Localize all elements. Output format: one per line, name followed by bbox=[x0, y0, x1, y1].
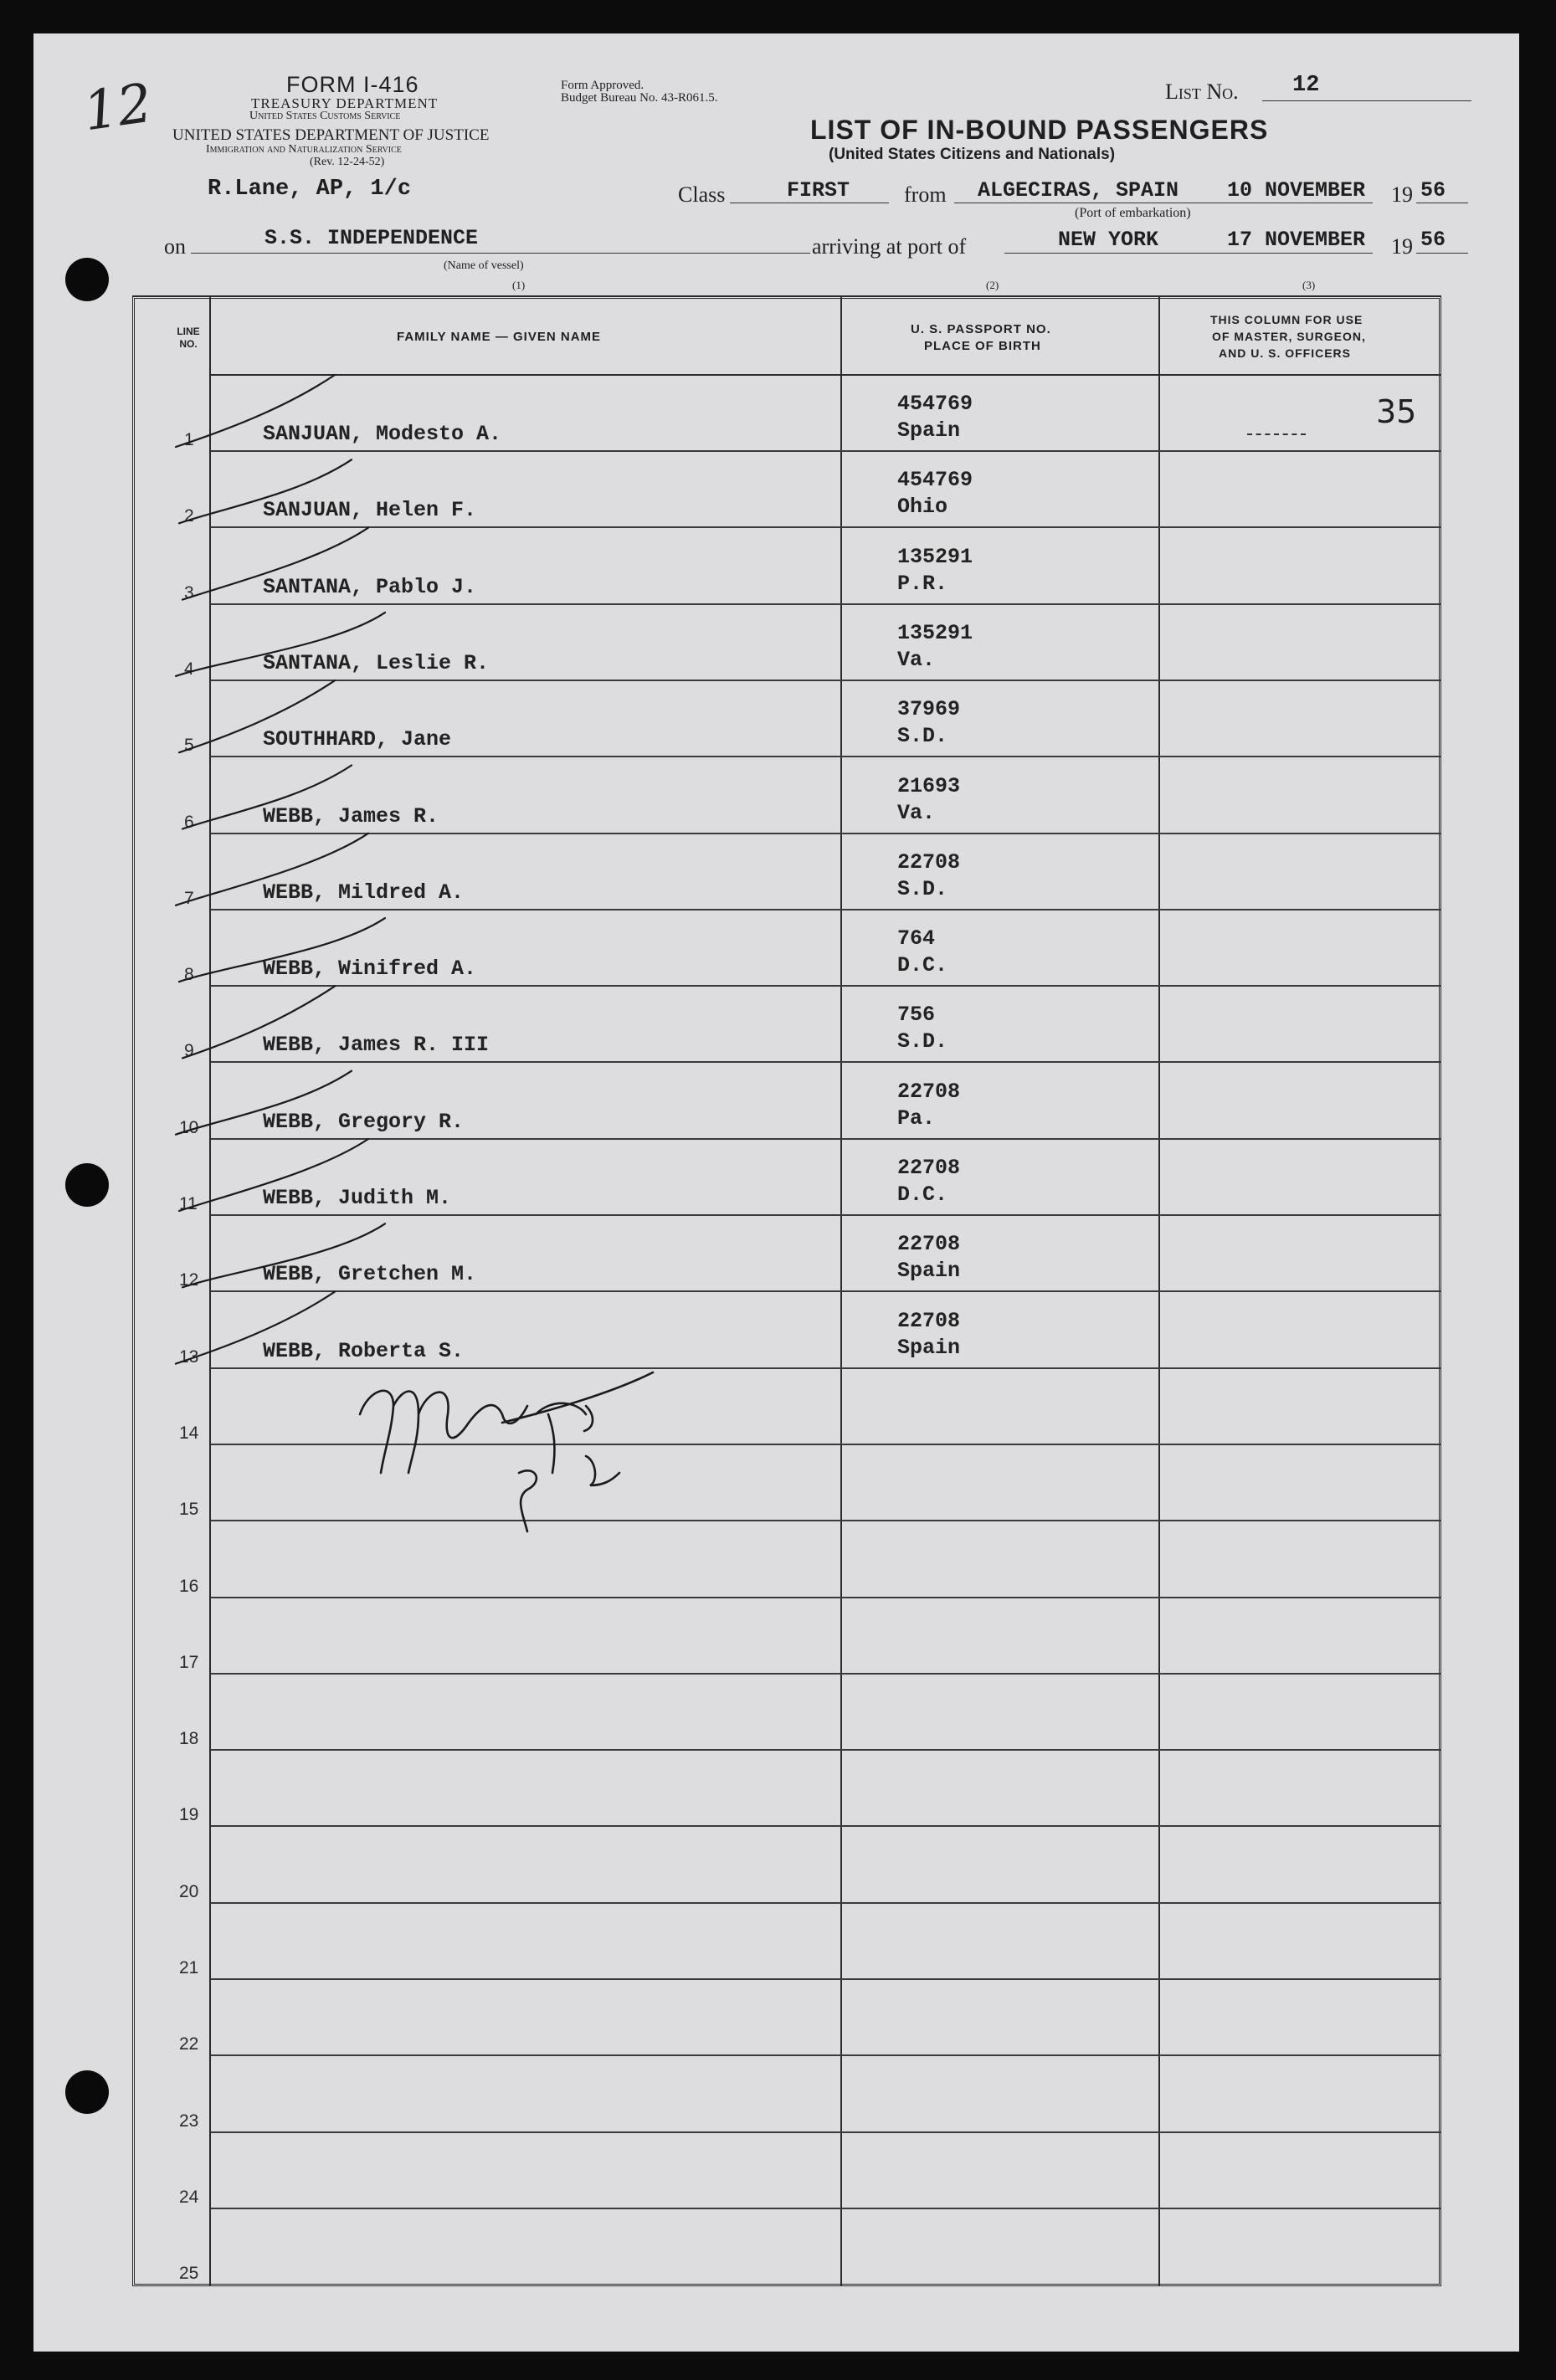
passenger-name: WEBB, Winifred A. bbox=[263, 957, 477, 982]
line-number: 17 bbox=[179, 1652, 199, 1672]
row-rule bbox=[211, 680, 1441, 681]
row-rule bbox=[211, 2208, 1441, 2209]
line-number: 25 bbox=[179, 2264, 199, 2284]
line-number: 3 bbox=[184, 582, 194, 603]
officer-mark-row1: 35 bbox=[1376, 393, 1417, 430]
vessel-name: S.S. INDEPENDENCE bbox=[264, 226, 479, 250]
row-rule bbox=[211, 1444, 1441, 1445]
line-number: 1 bbox=[184, 430, 194, 449]
place-of-birth: Va. bbox=[897, 647, 936, 672]
line-number: 19 bbox=[179, 1805, 199, 1825]
header-officers-1: THIS COLUMN FOR USE bbox=[1210, 313, 1363, 326]
passenger-name: WEBB, Mildred A. bbox=[263, 880, 465, 905]
row-rule bbox=[211, 985, 1441, 987]
on-label: on bbox=[164, 234, 186, 259]
form-approved: Form Approved. bbox=[561, 79, 644, 92]
passenger-name: SOUTHHARD, Jane bbox=[263, 727, 452, 752]
line-number: 4 bbox=[184, 659, 194, 679]
class-label: Class bbox=[678, 182, 726, 207]
arrival-year-prefix: 19 bbox=[1391, 234, 1413, 259]
line-number: 9 bbox=[184, 1041, 194, 1061]
passenger-name: WEBB, James R. III bbox=[263, 1033, 490, 1058]
place-of-birth: S.D. bbox=[897, 876, 948, 901]
header-line-no: LINE NO. bbox=[177, 326, 200, 350]
arrival-line bbox=[1004, 253, 1373, 254]
passport-number: 37969 bbox=[897, 697, 961, 722]
place-of-birth: Spain bbox=[897, 1335, 961, 1360]
row-rule bbox=[211, 2054, 1441, 2056]
passport-number: 135291 bbox=[897, 620, 973, 645]
arrival-date: 17 NOVEMBER bbox=[1227, 228, 1366, 252]
line-number: 8 bbox=[184, 965, 194, 985]
passenger-name: SANTANA, Pablo J. bbox=[263, 574, 477, 599]
passenger-name: SANJUAN, Helen F. bbox=[263, 498, 477, 523]
passenger-name: WEBB, Gregory R. bbox=[263, 1109, 465, 1134]
port-embark-note: (Port of embarkation) bbox=[1075, 206, 1191, 220]
place-of-birth: Ohio bbox=[897, 495, 948, 520]
line-number: 12 bbox=[179, 1270, 199, 1290]
header-birthplace: PLACE OF BIRTH bbox=[924, 339, 1041, 353]
list-no-line bbox=[1262, 100, 1471, 101]
line-number: 24 bbox=[179, 2187, 199, 2207]
place-of-birth: Pa. bbox=[897, 1105, 936, 1131]
form-ins: Immigration and Naturalization Service bbox=[206, 143, 402, 156]
passport-number: 135291 bbox=[897, 544, 973, 569]
passport-number: 21693 bbox=[897, 773, 961, 798]
list-subheading: (United States Citizens and Nationals) bbox=[829, 146, 1116, 163]
row-rule bbox=[211, 1290, 1441, 1292]
vessel-note: (Name of vessel) bbox=[444, 259, 524, 272]
passport-number: 764 bbox=[897, 926, 936, 951]
row-rule bbox=[211, 1520, 1441, 1521]
form-dept-treasury: TREASURY DEPARTMENT bbox=[251, 95, 439, 111]
line-number: 11 bbox=[179, 1194, 198, 1213]
row-rule bbox=[211, 1138, 1441, 1140]
binder-hole-top bbox=[65, 258, 109, 301]
row-rule bbox=[211, 1825, 1441, 1827]
row-rule bbox=[211, 1214, 1441, 1216]
place-of-birth: Va. bbox=[897, 800, 936, 825]
place-of-birth: Spain bbox=[897, 418, 961, 443]
place-of-birth: D.C. bbox=[897, 1182, 948, 1207]
list-no-value: 12 bbox=[1292, 73, 1320, 98]
line-number: 13 bbox=[179, 1346, 199, 1367]
passport-number: 22708 bbox=[897, 1308, 961, 1333]
line-number: 14 bbox=[179, 1423, 199, 1443]
row-rule bbox=[211, 603, 1441, 605]
passport-number: 22708 bbox=[897, 1156, 961, 1180]
header-passport: U. S. PASSPORT NO. bbox=[911, 322, 1051, 336]
row-rule bbox=[211, 756, 1441, 757]
place-of-birth: D.C. bbox=[897, 953, 948, 978]
row-rule bbox=[211, 833, 1441, 834]
passenger-name: WEBB, James R. bbox=[263, 803, 439, 828]
header-officers-2: OF MASTER, SURGEON, bbox=[1212, 330, 1366, 343]
place-of-birth: P.R. bbox=[897, 571, 948, 596]
passport-number: 756 bbox=[897, 1003, 936, 1028]
row-rule bbox=[211, 526, 1441, 528]
row-rule bbox=[211, 2131, 1441, 2133]
header-bottom-rule bbox=[209, 374, 1441, 376]
row-rule bbox=[211, 1978, 1441, 1980]
officer-dash-mark bbox=[1247, 433, 1306, 435]
row-rule bbox=[211, 909, 1441, 910]
line-number: 15 bbox=[179, 1500, 199, 1520]
list-no-label: List No. bbox=[1165, 80, 1239, 104]
col-num-1: (1) bbox=[512, 279, 526, 291]
from-year: 56 bbox=[1420, 178, 1446, 203]
passport-number: 454769 bbox=[897, 468, 973, 493]
passenger-name: SANJUAN, Modesto A. bbox=[263, 422, 502, 446]
place-of-birth: Spain bbox=[897, 1259, 961, 1284]
row-rule bbox=[211, 1673, 1441, 1675]
passport-number: 22708 bbox=[897, 1079, 961, 1104]
binder-hole-bottom bbox=[65, 2070, 109, 2114]
col-num-3: (3) bbox=[1302, 279, 1316, 291]
header-officers-3: AND U. S. OFFICERS bbox=[1219, 346, 1352, 360]
line-number: 10 bbox=[179, 1117, 199, 1137]
binder-hole-middle bbox=[65, 1163, 109, 1207]
line-number: 18 bbox=[179, 1729, 199, 1749]
line-number: 5 bbox=[184, 736, 194, 756]
form-title: FORM I-416 bbox=[286, 72, 419, 97]
passenger-name: SANTANA, Leslie R. bbox=[263, 650, 490, 675]
header-name: FAMILY NAME — GIVEN NAME bbox=[397, 330, 602, 344]
list-heading: LIST OF IN-BOUND PASSENGERS bbox=[810, 115, 1269, 145]
line-number: 22 bbox=[179, 2034, 199, 2054]
corner-mark: 12 bbox=[80, 72, 157, 144]
col-num-2: (2) bbox=[986, 279, 999, 291]
arrival-port: NEW YORK bbox=[1058, 228, 1159, 252]
row-rule bbox=[211, 450, 1441, 452]
from-label: from bbox=[904, 182, 947, 207]
line-number: 16 bbox=[179, 1576, 199, 1596]
from-year-prefix: 19 bbox=[1391, 182, 1413, 207]
line-number: 21 bbox=[179, 1958, 199, 1977]
arrival-year: 56 bbox=[1420, 228, 1446, 252]
form-customs-service: United States Customs Service bbox=[249, 110, 401, 122]
from-date: 10 NOVEMBER bbox=[1227, 178, 1366, 203]
row-rule bbox=[211, 1749, 1441, 1751]
line-number: 7 bbox=[184, 888, 194, 908]
row-rule bbox=[211, 1902, 1441, 1904]
line-number: 23 bbox=[179, 2111, 199, 2131]
row-rule bbox=[211, 1061, 1441, 1063]
row-rule bbox=[211, 1597, 1441, 1598]
form-dept-justice: UNITED STATES DEPARTMENT OF JUSTICE bbox=[172, 126, 490, 144]
preparer: R.Lane, AP, 1/c bbox=[208, 177, 412, 202]
passenger-name: WEBB, Gretchen M. bbox=[263, 1262, 477, 1287]
passport-number: 454769 bbox=[897, 392, 973, 416]
arrival-year-line bbox=[1416, 253, 1468, 254]
line-number: 20 bbox=[179, 1881, 199, 1901]
line-number: 6 bbox=[184, 812, 194, 832]
passenger-name: WEBB, Roberta S. bbox=[263, 1338, 465, 1363]
place-of-birth: S.D. bbox=[897, 724, 948, 749]
passenger-name: WEBB, Judith M. bbox=[263, 1186, 452, 1210]
vessel-line bbox=[191, 253, 810, 254]
budget-bureau: Budget Bureau No. 43-R061.5. bbox=[561, 91, 718, 105]
from-port: ALGECIRAS, SPAIN bbox=[978, 178, 1179, 203]
form-rev: (Rev. 12-24-52) bbox=[310, 156, 385, 168]
arriving-label: arriving at port of bbox=[812, 234, 967, 259]
passport-number: 22708 bbox=[897, 1232, 961, 1257]
line-number: 2 bbox=[184, 506, 194, 526]
row-rule bbox=[211, 1367, 1441, 1369]
place-of-birth: S.D. bbox=[897, 1029, 948, 1054]
class-value: FIRST bbox=[787, 178, 850, 203]
passport-number: 22708 bbox=[897, 849, 961, 875]
